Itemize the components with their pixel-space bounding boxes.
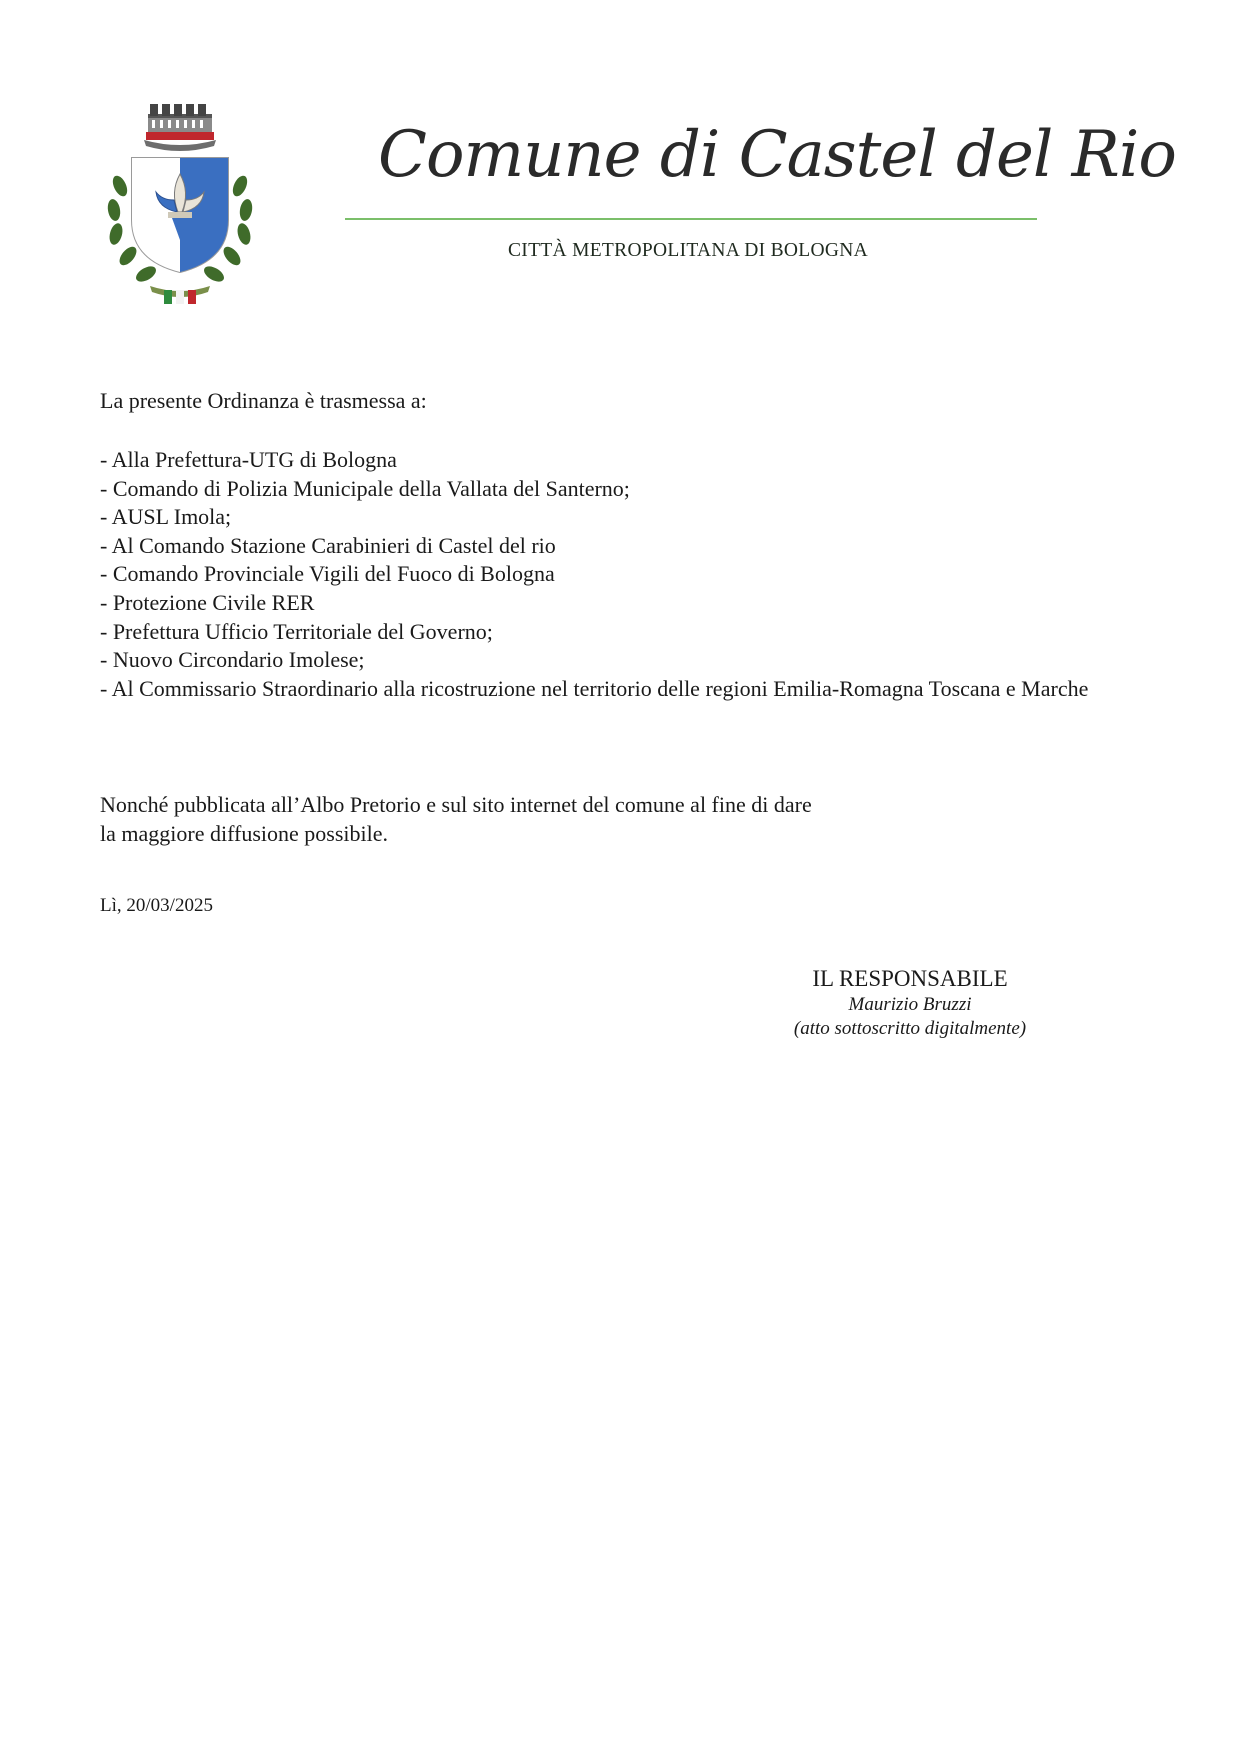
crown-icon <box>144 104 216 151</box>
intro-text: La presente Ordinanza è trasmessa a: <box>100 388 427 413</box>
municipality-name: Comune di Castel del Rio <box>378 118 1176 192</box>
shield-icon <box>132 158 228 272</box>
header-divider <box>345 218 1037 220</box>
closing-paragraph <box>100 790 1000 848</box>
list-item: - Al Comando Stazione Carabinieri di Castel del rio <box>100 532 556 558</box>
header-subtitle: CITTÀ METROPOLITANA DI BOLOGNA <box>508 240 869 261</box>
list-item: - AUSL Imola; <box>100 504 232 530</box>
list-item: - Comando Provinciale Vigili del Fuoco di Bologna <box>100 561 555 587</box>
closing-line: Nonché pubblicata all’Albo Pretorio e sul sito internet del comune al fine di dare <box>100 792 812 817</box>
list-item: - Nuovo Circondario Imolese; <box>100 647 365 673</box>
signatory-role: IL RESPONSABILE <box>812 966 1008 991</box>
list-item: - Protezione Civile RER <box>100 589 315 615</box>
closing-line: la maggiore diffusione possibile. <box>100 821 388 846</box>
list-item: - Alla Prefettura-UTG di Bologna <box>100 447 397 472</box>
coat-of-arms-icon <box>100 100 260 310</box>
signature-block <box>760 966 1060 1040</box>
list-item: - Prefettura Ufficio Territoriale del Governo; <box>100 618 493 644</box>
list-item: - Comando di Polizia Municipale della Vallata del Santerno; <box>100 475 630 501</box>
list-item: - Al Commissario Straordinario alla ricostruzione nel territorio delle regioni Emilia-Romagna Toscana e Marche <box>100 675 1089 701</box>
document-date: Lì, 20/03/2025 <box>100 895 213 916</box>
recipients-list <box>100 446 1145 703</box>
signatory-name: Maurizio Bruzzi <box>848 994 972 1015</box>
signature-note: (atto sottoscritto digitalmente) <box>793 1018 1027 1039</box>
